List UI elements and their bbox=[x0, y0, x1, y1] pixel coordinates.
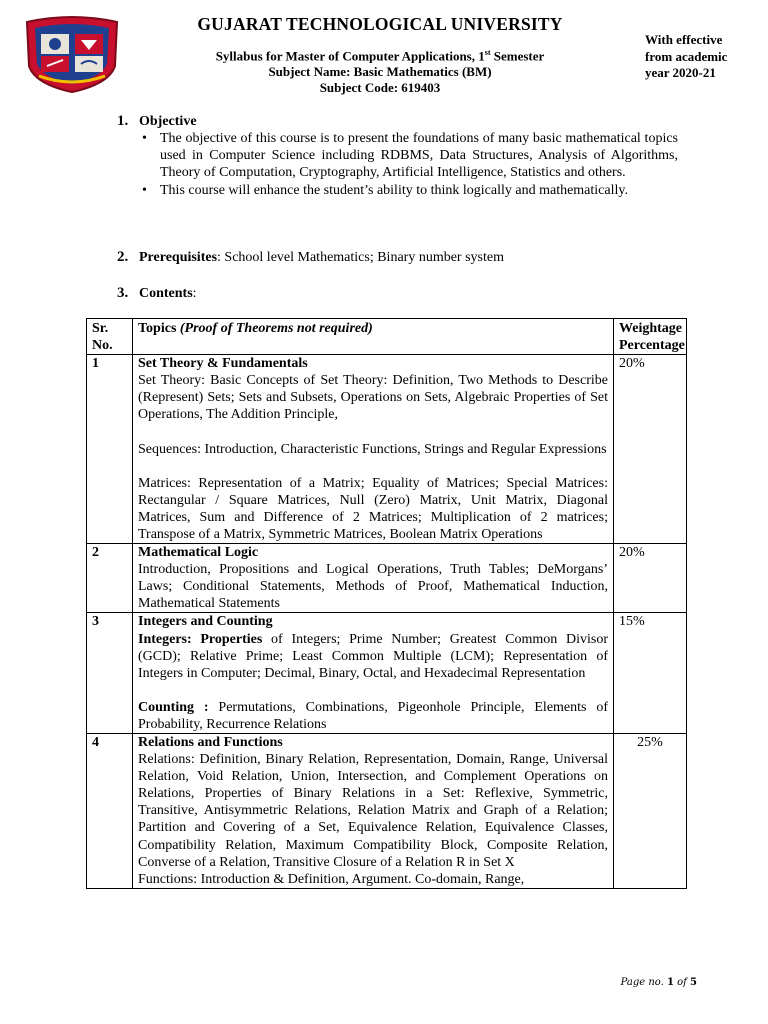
weightage-cell: 20% bbox=[614, 544, 687, 613]
subject-code: Subject Code: 619403 bbox=[319, 80, 441, 96]
header-sr: Sr. No. bbox=[87, 319, 133, 355]
weightage-cell: 15% bbox=[614, 613, 687, 734]
contents-heading: 3. Contents: bbox=[117, 285, 197, 301]
topic-cell: Mathematical Logic Introduction, Propositions and Logical Operations, Truth Tables; DeMorgans’ Laws; Conditional Statements, Methods of Proof, Mathematical Induction, Mathematical Statements bbox=[133, 544, 614, 613]
header-weightage: Weightage Percentage bbox=[614, 319, 687, 355]
subject-name: Subject Name: Basic Mathematics (BM) bbox=[268, 64, 492, 80]
table-header-row bbox=[87, 319, 687, 355]
objective-bullet: • This course will enhance the student’s ability to think logically and mathematically. bbox=[142, 182, 628, 198]
prerequisites-heading: 2. Prerequisites: School level Mathematics; Binary number system bbox=[117, 249, 504, 265]
table-row: 1 Set Theory & Fundamentals Set Theory: Basic Concepts of Set Theory: Definition, Two Methods to Describe (Represent) Sets; Sets and Subsets, Operations on Sets, Algebraic Properties of Set Operations, The Addition Principle, Sequences: Introduction, Characteristic Functions, Strings and Regular Expressions Matrices: Representation of a Matrix; Equality of Matrices; Special Matrices: Rectangular / Square Matrices, Null (Zero) Matrix, Unit Matrix, Diagonal Matrices, Sum and Difference of 2 Matrices; Multiplication of 2 matrices; Transpose of a Matrix, Symmetric Matrices, Boolean Matrix Operations 20% bbox=[87, 355, 687, 544]
contents-table bbox=[86, 318, 687, 889]
document-header bbox=[150, 14, 610, 96]
header-topics: Topics (Proof of Theorems not required) bbox=[133, 319, 614, 355]
university-title: GUJARAT TECHNOLOGICAL UNIVERSITY bbox=[197, 14, 563, 34]
university-logo bbox=[19, 14, 125, 94]
table-row: 4 Relations and Functions Relations: Definition, Binary Relation, Representation, Domain, Range, Universal Relation, Void Relation, Union, Intersection, and Complement Operations on Relations, Properties of Binary Relations in a Set: Reflexive, Symmetric, Transitive, Antisymmetric Relations, Relation Matrix and Graph of a Relation; Partition and Covering of a Set, Equivalence Relation, Equivalence Classes, Compatibility Relation, Maximum Compatibility Block, Composite Relation, Converse of a Relation, Transitive Closure of a Relation R in Set X Functions: Introduction & Definition, Argument. Co-domain, Range, 25% bbox=[87, 733, 687, 888]
topic-cell: Integers and Counting Integers: Properties of Integers; Prime Number; Greatest Common Divisor (GCD); Relative Prime; Least Common Multiple (LCM); Representation of Integers in Computer; Decimal, Binary, Octal, and Hexadecimal Representation Counting : Permutations, Combinations, Pigeonhole Principle, Elements of Probability, Recurrence Relations bbox=[133, 613, 614, 734]
syllabus-line: Syllabus for Master of Computer Applications, 1st Semester bbox=[215, 48, 545, 64]
topic-cell: Relations and Functions Relations: Definition, Binary Relation, Representation, Domain, Range, Universal Relation, Void Relation, Union, Intersection, and Complement Operations on Relations, Properties of Binary Relations in a Set: Reflexive, Symmetric, Transitive, Antisymmetric Relations, Relation Matrix and Graph of a Relation; Partition and Covering of a Set, Equivalence Relation, Equivalence Classes, Compatibility Relation, Maximum Compatibility Block, Composite Relation, Converse of a Relation, Transitive Closure of a Relation R in Set X Functions: Introduction & Definition, Argument. Co-domain, Range, bbox=[133, 733, 614, 888]
weightage-cell: 20% bbox=[614, 355, 687, 544]
topic-cell: Set Theory & Fundamentals Set Theory: Basic Concepts of Set Theory: Definition, Two Methods to Describe (Represent) Sets; Sets and Subsets, Operations on Sets, Algebraic Properties of Set Operations, The Addition Principle, Sequences: Introduction, Characteristic Functions, Strings and Regular Expressions Matrices: Representation of a Matrix; Equality of Matrices; Special Matrices: Rectangular / Square Matrices, Null (Zero) Matrix, Unit Matrix, Diagonal Matrices, Sum and Difference of 2 Matrices; Multiplication of 2 matrices; Transpose of a Matrix, Symmetric Matrices, Boolean Matrix Operations bbox=[133, 355, 614, 544]
objective-bullets bbox=[140, 130, 678, 199]
effective-note: With effective from academic year 2020-21 bbox=[645, 32, 728, 80]
table-row: 3 Integers and Counting Integers: Properties of Integers; Prime Number; Greatest Common Divisor (GCD); Relative Prime; Least Common Multiple (LCM); Representation of Integers in Computer; Decimal, Binary, Octal, and Hexadecimal Representation Counting : Permutations, Combinations, Pigeonhole Principle, Elements of Probability, Recurrence Relations 15% bbox=[87, 613, 687, 734]
weightage-cell: 25% bbox=[614, 733, 687, 888]
table-row: 2 Mathematical Logic Introduction, Propositions and Logical Operations, Truth Tables; DeMorgans’ Laws; Conditional Statements, Methods of Proof, Mathematical Induction, Mathematical Statements 20% bbox=[87, 544, 687, 613]
page-number: Page no. 1 of 5 bbox=[620, 977, 697, 988]
objective-bullet: • The objective of this course is to present the foundations of many basic mathematical topics used in Computer Science including RDBMS, Data Structures, Analysis of Algorithms, Theory of Computation, Cryptography, Artificial Intelligence, Statistics and others. bbox=[142, 131, 678, 181]
objective-heading: 1. Objective bbox=[117, 113, 197, 129]
